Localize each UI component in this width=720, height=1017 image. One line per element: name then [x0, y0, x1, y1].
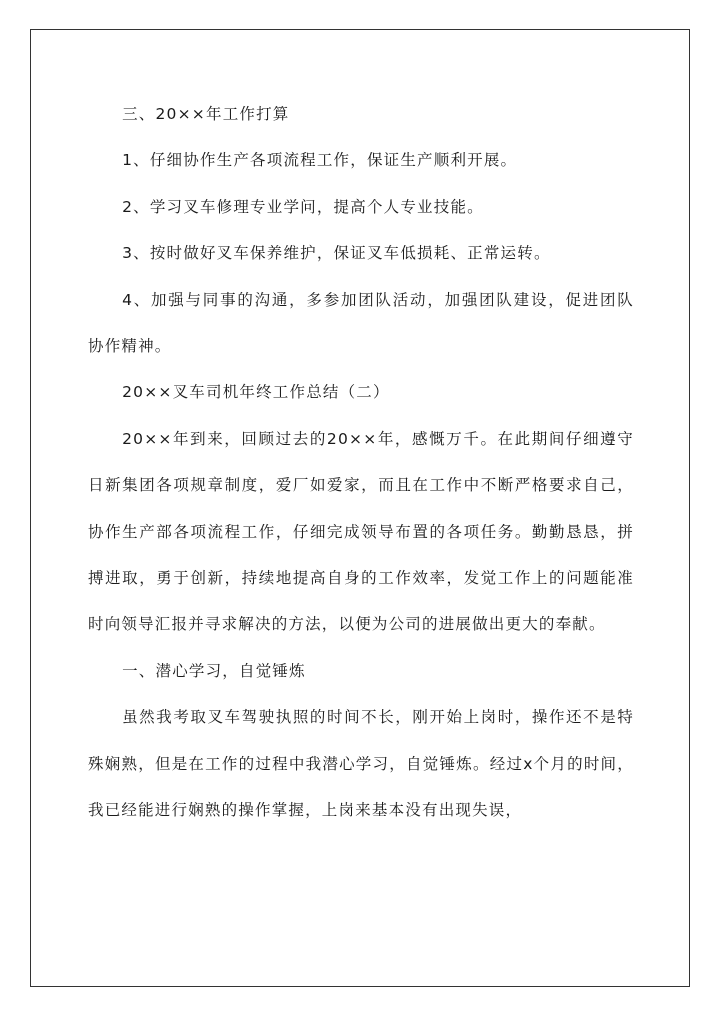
study-paragraph: 虽然我考取叉车驾驶执照的时间不长，刚开始上岗时，操作还不是特殊娴熟，但是在工作的过程中我潜心学习，自觉锤炼。经过x个月的时间，我已经能进行娴熟的操作掌握，上岗来基本没有出现失误，: [88, 708, 634, 820]
plan-item-4: 4、加强与同事的沟通，多参加团队活动，加强团队建设，促进团队协作精神。: [88, 290, 634, 356]
section-heading-study: 一、潜心学习，自觉锤炼: [122, 661, 306, 680]
plan-item-2: 2、学习叉车修理专业学问，提高个人专业技能。: [122, 197, 484, 216]
document-body: [88, 91, 634, 834]
plan-item-1: 1、仔细协作生产各项流程工作，保证生产顺利开展。: [122, 151, 518, 170]
section-heading-plan: 三、20××年工作打算: [122, 105, 290, 123]
plan-item-3: 3、按时做好叉车保养维护，保证叉车低损耗、正常运转。: [122, 244, 551, 263]
summary-title: 20××叉车司机年终工作总结（二）: [122, 383, 390, 402]
summary-intro-paragraph: 20××年到来，回顾过去的20××年，感慨万千。在此期间仔细遵守日新集团各项规章制度，爱厂如爱家，而且在工作中不断严格要求自己，协作生产部各项流程工作，仔细完成领导布置的各项任务。勤勤恳恳，拼搏进取，勇于创新，持续地提高自身的工作效率，发觉工作上的问题能准时向领导汇报并寻求解决的方法，以便为公司的进展做出更大的奉献。: [88, 429, 634, 634]
